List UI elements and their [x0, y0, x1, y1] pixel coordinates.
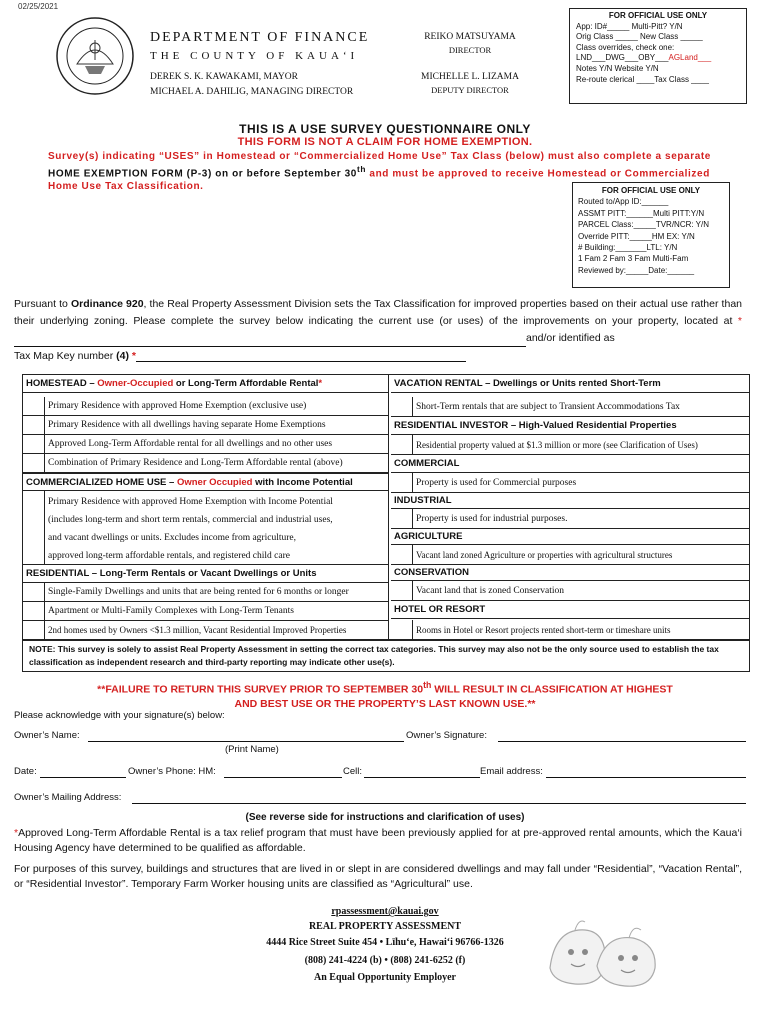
- not-a-claim-notice: THIS FORM IS NOT A CLAIM FOR HOME EXEMPTION.: [237, 136, 533, 148]
- commercialized-option: Primary Residence with approved Home Exemption with Income Potential (includes long-term and short term rentals, commercial and industrial uses, and vacant dwellings or units. Excludes income from agriculture, approved long-term affordable rentals, and registered child care: [23, 491, 388, 565]
- checkbox[interactable]: [23, 397, 45, 415]
- date-input[interactable]: [40, 777, 126, 778]
- commercialized-heading: COMMERCIALIZED HOME USE – Owner Occupied with Income Potential: [23, 473, 388, 491]
- mailing-address-input[interactable]: [132, 803, 746, 804]
- checkbox[interactable]: [23, 454, 45, 472]
- residential-option: Apartment or Multi-Family Complexes with Long-Term Tenants: [23, 602, 388, 621]
- investor-heading: RESIDENTIAL INVESTOR – High-Valued Residential Properties: [391, 417, 749, 435]
- vacation-heading: VACATION RENTAL – Dwellings or Units rented Short-Term: [391, 375, 749, 393]
- hotel-option: Rooms in Hotel or Resort projects rented short-term or timeshare units: [391, 620, 749, 640]
- managing-director-line: MICHAEL A. DAHILIG, MANAGING DIRECTOR: [150, 87, 354, 97]
- use-classification-table: [22, 374, 750, 640]
- date-label: Date:: [14, 766, 37, 777]
- checkbox[interactable]: [391, 545, 413, 564]
- mailing-address-label: Owner’s Mailing Address:: [14, 792, 122, 803]
- email-label: Email address:: [480, 766, 543, 777]
- official-use-box-top: FOR OFFICIAL USE ONLY App: ID#_____ Multi-Pitt? Y/N Orig Class _____ New Class _____ Class overrides, check one: LND___DWG___OBY___AGLand___ Notes Y/N Website Y/N Re-route clerical ____Tax Class ____: [569, 8, 747, 104]
- page-headline: THIS IS A USE SURVEY QUESTIONNAIRE ONLY: [239, 122, 531, 136]
- tmk-input[interactable]: [136, 361, 466, 362]
- print-name-caption: (Print Name): [225, 744, 279, 755]
- phone-label: Owner’s Phone: HM:: [128, 766, 216, 777]
- failure-warning: **FAILURE TO RETURN THIS SURVEY PRIOR TO SEPTEMBER 30th WILL RESULT IN CLASSIFICATION AT HIGHEST AND BEST USE OR THE PROPERTY’S LAST KNOWN USE.**: [97, 680, 673, 710]
- agriculture-heading: AGRICULTURE: [391, 529, 749, 545]
- checkbox[interactable]: [23, 621, 45, 640]
- checkbox[interactable]: [23, 491, 45, 564]
- industrial-option: Property is used for industrial purposes.: [391, 509, 749, 529]
- department-title: DEPARTMENT OF FINANCE: [150, 30, 370, 45]
- official-use-box-mid: FOR OFFICIAL USE ONLY Routed to/App ID:______ ASSMT PITT:______Multi PITT:Y/N PARCEL Class:_____TVR/NCR: Y/N Override PITT:_____HM EX: Y/N # Building:_______LTL: Y/N 1 Fam 2 Fam 3 Fam Multi-Fam Reviewed by:_____Date:______: [572, 182, 730, 288]
- checkbox[interactable]: [391, 473, 413, 492]
- homestead-heading: HOMESTEAD – Owner-Occupied or Long-Term Affordable Rental*: [23, 375, 388, 393]
- dwellings-purpose-paragraph: For purposes of this survey, buildings and structures that are lived in or slept in are considered dwellings and may fall under “Residential”, “Vacation Rental”, or “Residential Investor”. Temporary Farm Worker housing units are classified as “Agricultural” use.: [14, 863, 742, 890]
- checkbox[interactable]: [23, 602, 45, 620]
- homestead-option: Primary Residence with all dwellings having separate Home Exemptions: [23, 416, 388, 435]
- office-phone: (808) 241-4224 (b) • (808) 241-6252 (f): [304, 955, 466, 966]
- home-exemption-notice: Survey(s) indicating “USES” in Homestead or “Commercialized Home Use” Tax Class (below) must also complete a separate HOME EXEMPTION FORM (P-3) on or before September 30th and must be approved to receive Homestead or Commercialized Home Use Tax Classification.: [48, 151, 711, 193]
- commercial-option: Property is used for Commercial purposes: [391, 473, 749, 493]
- county-seal-icon: [55, 16, 135, 96]
- owners-signature-label: Owner’s Signature:: [406, 730, 487, 741]
- residential-option: Single-Family Dwellings and units that are being rented for 6 months or longer: [23, 583, 388, 602]
- eoe-statement: An Equal Opportunity Employer: [314, 972, 456, 983]
- affordable-rental-footnote: *Approved Long-Term Affordable Rental is a tax relief program that must have been previously applied for at pre-approved rental amounts, which the Kaua‘i Housing Agency have determined to be qualified as affordable.: [14, 827, 742, 854]
- agriculture-option: Vacant land zoned Agriculture or properties with agricultural structures: [391, 545, 749, 565]
- owners-name-label: Owner’s Name:: [14, 730, 80, 741]
- residential-option: 2nd homes used by Owners <$1.3 million, Vacant Residential Improved Properties: [23, 621, 388, 640]
- phone-input[interactable]: [224, 777, 342, 778]
- industrial-heading: INDUSTRIAL: [391, 493, 749, 509]
- checkbox[interactable]: [23, 416, 45, 434]
- county-name: THE COUNTY OF KAUA‘I: [150, 50, 359, 62]
- conservation-option: Vacant land that is zoned Conservation: [391, 581, 749, 601]
- mascot-illustration-icon: [545, 908, 665, 988]
- property-address-input[interactable]: [14, 346, 526, 347]
- checkbox[interactable]: [391, 620, 413, 640]
- owners-signature-input[interactable]: [498, 741, 746, 742]
- checkbox[interactable]: [23, 583, 45, 601]
- cell-input[interactable]: [364, 777, 480, 778]
- mayor-line: DEREK S. K. KAWAKAMI, MAYOR: [150, 72, 298, 82]
- checkbox[interactable]: [391, 581, 413, 600]
- residential-heading: RESIDENTIAL – Long-Term Rentals or Vacant Dwellings or Units: [23, 565, 388, 583]
- homestead-option: Combination of Primary Residence and Long-Term Affordable rental (above): [23, 454, 388, 473]
- vacation-option: Short-Term rentals that are subject to Transient Accommodations Tax: [391, 397, 749, 417]
- checkbox[interactable]: [391, 509, 413, 528]
- hotel-heading: HOTEL OR RESORT: [391, 601, 749, 619]
- intro-paragraph: Pursuant to Ordinance 920, the Real Property Assessment Division sets the Tax Classification for improved properties based on their actual use rather than their underlying zoning. Please complete the survey below indicating the current use (or uses) of the improvements on your property, located at *and/or identified as: [14, 296, 742, 347]
- homestead-option: Primary Residence with approved Home Exemption (exclusive use): [23, 397, 388, 416]
- reverse-side-note: (See reverse side for instructions and clarification of uses): [245, 812, 525, 823]
- cell-label: Cell:: [343, 766, 363, 777]
- right-column: [391, 375, 749, 639]
- contact-email-link[interactable]: rpassessment@kauai.gov: [331, 906, 439, 917]
- office-address: 4444 Rice Street Suite 454 • Līhu‘e, Hawai‘i 96766-1326: [266, 937, 504, 948]
- homestead-option: Approved Long-Term Affordable rental for all dwellings and no other uses: [23, 435, 388, 454]
- conservation-heading: CONSERVATION: [391, 565, 749, 581]
- checkbox[interactable]: [391, 397, 413, 416]
- tmk-line: Tax Map Key number (4) *: [14, 350, 466, 362]
- deputy-director-block: MICHELLE L. LIZAMA DEPUTY DIRECTOR: [421, 72, 519, 95]
- email-input[interactable]: [546, 777, 746, 778]
- owners-name-input[interactable]: [88, 741, 404, 742]
- left-column: [23, 375, 389, 639]
- document-date: 02/25/2021: [18, 2, 59, 11]
- checkbox[interactable]: [391, 435, 413, 454]
- acknowledge-instruction: Please acknowledge with your signature(s) below:: [14, 710, 225, 721]
- checkbox[interactable]: [23, 435, 45, 453]
- director-block: REIKO MATSUYAMA DIRECTOR: [424, 32, 516, 55]
- investor-option: Residential property valued at $1.3 million or more (see Clarification of Uses): [391, 435, 749, 455]
- office-name: REAL PROPERTY ASSESSMENT: [308, 921, 462, 932]
- note-box: NOTE: This survey is solely to assist Real Property Assessment in setting the correct tax categories. This survey may also not be the only source used to establish the tax classification as independent research and third-party reporting may indicate other use(s).: [22, 640, 750, 672]
- commercial-heading: COMMERCIAL: [391, 455, 749, 473]
